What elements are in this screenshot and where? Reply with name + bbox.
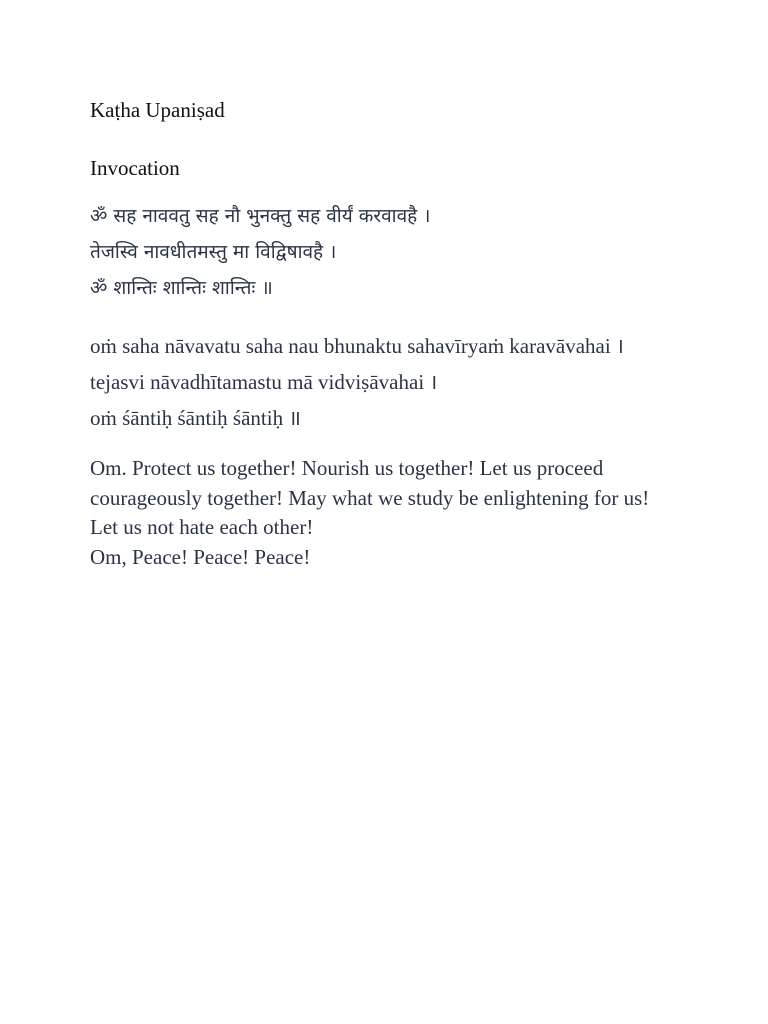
- translation-paragraph-2: Om, Peace! Peace! Peace!: [90, 544, 311, 569]
- english-translation: [90, 454, 670, 572]
- transliteration-line-3: oṁ śāntiḥ śāntiḥ śāntiḥ ॥: [90, 406, 301, 430]
- transliteration-line-1: oṁ saha nāvavatu saha nau bhunaktu sahavīryaṁ karavāvahai ।: [90, 334, 624, 358]
- translation-paragraph-1: Om. Protect us together! Nourish us together! Let us proceed courageously together! May what we study be enlightening for us! Let us not hate each other!: [90, 456, 650, 539]
- document-page: [90, 96, 690, 572]
- devanagari-verse: [90, 198, 690, 306]
- section-heading: Invocation: [90, 156, 180, 180]
- devanagari-line-2: तेजस्वि नावधीतमस्तु मा विद्विषावहै ।: [90, 241, 337, 263]
- transliteration-line-2: tejasvi nāvadhītamastu mā vidviṣāvahai ।: [90, 370, 438, 394]
- transliteration-verse: [90, 328, 690, 436]
- devanagari-line-3: ॐ शान्तिः शान्तिः शान्तिः ॥: [90, 277, 273, 299]
- document-title: Kaṭha Upaniṣad: [90, 98, 225, 122]
- devanagari-line-1: ॐ सह नाववतु सह नौ भुनक्तु सह वीर्यं करवावहै ।: [90, 205, 431, 227]
